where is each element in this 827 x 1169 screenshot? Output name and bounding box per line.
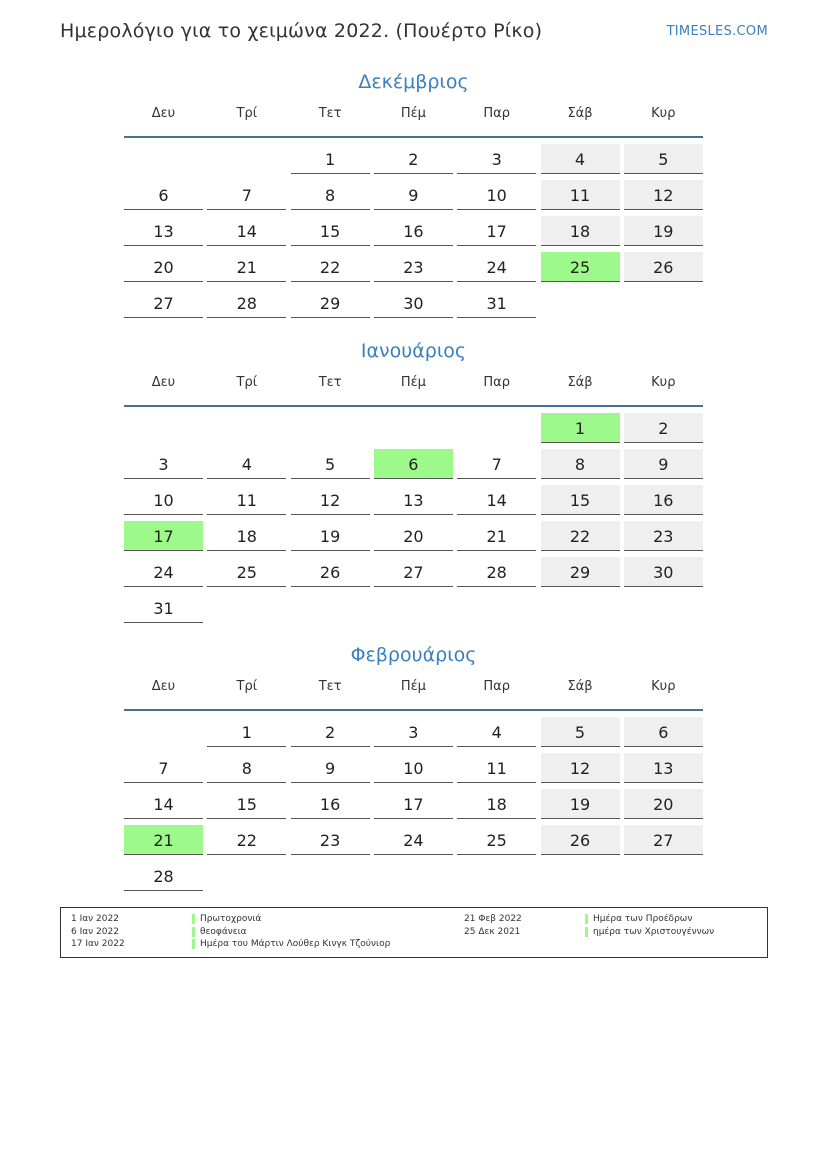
month-february	[124, 641, 703, 886]
day-cell: 30	[374, 288, 453, 318]
day-cell: 13	[624, 753, 703, 783]
day-cell: 10	[124, 485, 203, 515]
weekday-label: Τρί	[236, 375, 258, 390]
weekday-label: Παρ	[483, 679, 510, 694]
day-cell: 24	[457, 252, 536, 282]
month-january	[124, 337, 703, 618]
day-cell: 23	[291, 825, 370, 855]
day-cell: 18	[541, 216, 620, 246]
day-cell: 27	[624, 825, 703, 855]
day-cell: 11	[207, 485, 286, 515]
weekday-label: Δευ	[151, 375, 176, 390]
legend-date: 17 Ιαν 2022	[71, 939, 125, 949]
holiday-legend	[60, 907, 768, 958]
holiday-day-cell: 25	[541, 252, 620, 282]
day-cell: 22	[207, 825, 286, 855]
legend-holiday-name: ημέρα των Χριστουγέννων	[593, 927, 715, 937]
header-rule	[124, 405, 703, 407]
day-cell: 6	[124, 180, 203, 210]
day-cell: 21	[457, 521, 536, 551]
weekday-label: Σάβ	[567, 679, 593, 694]
day-cell: 9	[624, 449, 703, 479]
day-cell: 22	[541, 521, 620, 551]
holiday-day-cell: 21	[124, 825, 203, 855]
day-cell: 4	[541, 144, 620, 174]
header-rule	[124, 709, 703, 711]
day-cell: 20	[624, 789, 703, 819]
weekday-label: Τετ	[318, 679, 342, 694]
day-cell: 18	[457, 789, 536, 819]
holiday-marker	[192, 927, 195, 937]
holiday-marker	[192, 914, 195, 924]
day-cell: 14	[124, 789, 203, 819]
day-cell: 7	[207, 180, 286, 210]
month-title: Φεβρουάριος	[350, 644, 477, 666]
month-title: Δεκέμβριος	[358, 71, 469, 93]
weekday-label: Τρί	[236, 679, 258, 694]
day-cell: 18	[207, 521, 286, 551]
day-cell: 5	[541, 717, 620, 747]
day-cell: 1	[207, 717, 286, 747]
day-cell: 19	[291, 521, 370, 551]
holiday-marker	[585, 914, 588, 924]
holiday-day-cell: 6	[374, 449, 453, 479]
weekday-label: Πέμ	[400, 679, 426, 694]
weekday-label: Παρ	[483, 375, 510, 390]
day-cell: 28	[124, 861, 203, 891]
day-cell: 13	[124, 216, 203, 246]
day-cell: 11	[541, 180, 620, 210]
day-cell: 16	[291, 789, 370, 819]
day-cell: 26	[541, 825, 620, 855]
day-cell: 28	[207, 288, 286, 318]
day-cell: 5	[624, 144, 703, 174]
day-cell: 19	[624, 216, 703, 246]
weekday-header	[124, 104, 703, 138]
day-cell: 13	[374, 485, 453, 515]
legend-date: 1 Ιαν 2022	[71, 914, 119, 924]
day-cell: 12	[624, 180, 703, 210]
day-cell: 31	[124, 593, 203, 623]
day-cell: 1	[291, 144, 370, 174]
day-cell: 22	[291, 252, 370, 282]
weekday-label: Δευ	[151, 679, 176, 694]
holiday-day-cell: 1	[541, 413, 620, 443]
day-cell: 5	[291, 449, 370, 479]
day-cell: 7	[457, 449, 536, 479]
day-cell: 10	[374, 753, 453, 783]
day-cell: 2	[624, 413, 703, 443]
day-cell: 29	[291, 288, 370, 318]
day-cell: 12	[541, 753, 620, 783]
legend-date: 21 Φεβ 2022	[464, 914, 522, 924]
day-cell: 26	[624, 252, 703, 282]
day-cell: 11	[457, 753, 536, 783]
day-cell: 3	[457, 144, 536, 174]
day-cell: 27	[124, 288, 203, 318]
day-cell: 9	[291, 753, 370, 783]
day-cell: 23	[624, 521, 703, 551]
day-cell: 20	[124, 252, 203, 282]
weekday-label: Δευ	[151, 106, 176, 121]
day-cell: 14	[457, 485, 536, 515]
day-cell: 27	[374, 557, 453, 587]
weekday-label: Κυρ	[651, 106, 676, 121]
day-cell: 31	[457, 288, 536, 318]
day-cell: 8	[541, 449, 620, 479]
legend-holiday-name: Ημέρα του Μάρτιν Λούθερ Κινγκ Τζούνιορ	[200, 939, 391, 949]
legend-date: 25 Δεκ 2021	[464, 927, 521, 937]
weekday-label: Τετ	[318, 106, 342, 121]
day-cell: 2	[374, 144, 453, 174]
day-cell: 19	[541, 789, 620, 819]
weekday-header	[124, 677, 703, 711]
day-cell: 4	[207, 449, 286, 479]
day-cell: 9	[374, 180, 453, 210]
brand-link[interactable]: TIMESLES.COM	[666, 24, 768, 39]
holiday-marker	[192, 939, 195, 949]
legend-holiday-name: Ημέρα των Προέδρων	[593, 914, 693, 924]
day-cell: 23	[374, 252, 453, 282]
day-cell: 26	[291, 557, 370, 587]
legend-date: 6 Ιαν 2022	[71, 927, 119, 937]
weekday-label: Κυρ	[651, 679, 676, 694]
day-cell: 3	[124, 449, 203, 479]
day-cell: 12	[291, 485, 370, 515]
page-title: Ημερολόγιο για το χειμώνα 2022. (Πουέρτο Ρίκο)	[60, 20, 543, 42]
weekday-label: Σάβ	[567, 375, 593, 390]
day-cell: 4	[457, 717, 536, 747]
day-cell: 28	[457, 557, 536, 587]
weekday-label: Παρ	[483, 106, 510, 121]
day-cell: 16	[374, 216, 453, 246]
weekday-label: Πέμ	[400, 375, 426, 390]
holiday-day-cell: 17	[124, 521, 203, 551]
weekday-label: Τρί	[236, 106, 258, 121]
month-title: Ιανουάριος	[360, 340, 467, 362]
day-cell: 14	[207, 216, 286, 246]
legend-holiday-name: θεοφάνεια	[200, 927, 247, 937]
day-cell: 6	[624, 717, 703, 747]
day-cell: 8	[291, 180, 370, 210]
weekday-header	[124, 373, 703, 407]
day-cell: 20	[374, 521, 453, 551]
day-cell: 21	[207, 252, 286, 282]
day-cell: 10	[457, 180, 536, 210]
day-cell: 8	[207, 753, 286, 783]
day-cell: 16	[624, 485, 703, 515]
day-cell: 15	[207, 789, 286, 819]
day-cell: 2	[291, 717, 370, 747]
day-cell: 25	[457, 825, 536, 855]
weekday-label: Σάβ	[567, 106, 593, 121]
legend-holiday-name: Πρωτοχρονιά	[200, 914, 262, 924]
header-rule	[124, 136, 703, 138]
weekday-label: Πέμ	[400, 106, 426, 121]
day-cell: 3	[374, 717, 453, 747]
day-cell: 30	[624, 557, 703, 587]
day-cell: 24	[124, 557, 203, 587]
weekday-label: Κυρ	[651, 375, 676, 390]
day-cell: 17	[457, 216, 536, 246]
page-header	[60, 18, 768, 48]
day-cell: 29	[541, 557, 620, 587]
month-december	[124, 68, 703, 313]
day-cell: 7	[124, 753, 203, 783]
weekday-label: Τετ	[318, 375, 342, 390]
day-cell: 17	[374, 789, 453, 819]
day-cell: 24	[374, 825, 453, 855]
holiday-marker	[585, 927, 588, 937]
day-cell: 25	[207, 557, 286, 587]
day-cell: 15	[291, 216, 370, 246]
day-cell: 15	[541, 485, 620, 515]
